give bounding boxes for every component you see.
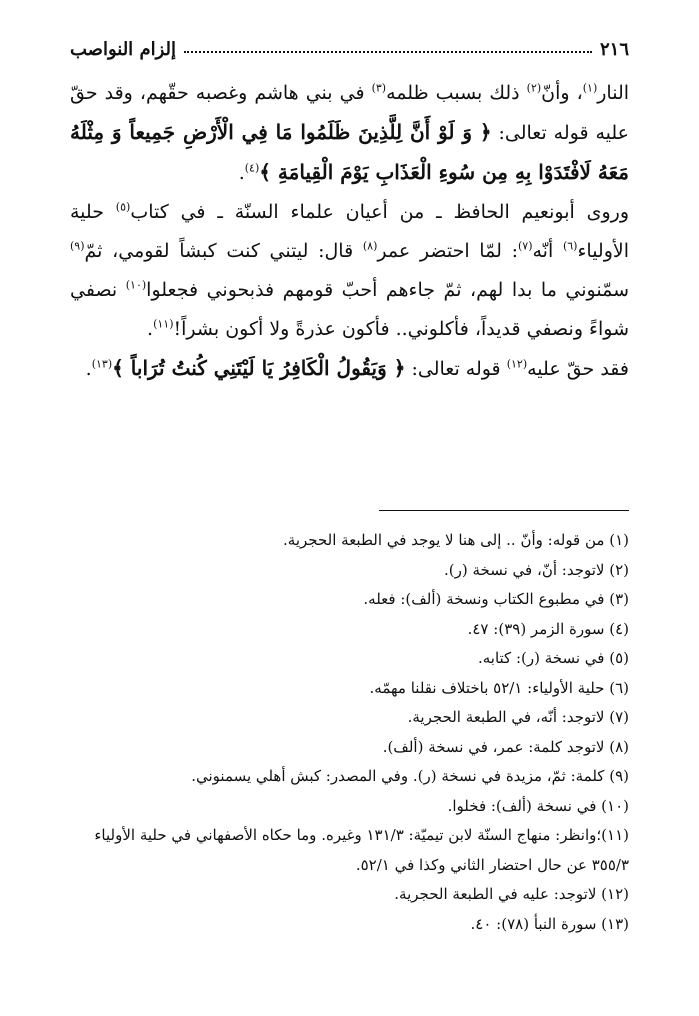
footnote-item: (١٢) لاتوجد: عليه في الطبعة الحجرية. [394, 885, 629, 903]
page-header [70, 28, 629, 60]
text-run: حلية الأولياء [70, 201, 630, 262]
footnote-item: (٣) في مطبوع الكتاب ونسخة (ألف): فعله. [363, 590, 629, 608]
footnote-ref: (٤) [244, 161, 260, 175]
footnote-ref: (١١) [153, 317, 174, 331]
running-title: إلزام النواصب [70, 39, 177, 60]
footnote-item: (٧) لاتوجد: أنّه، في الطبعة الحجرية. [407, 708, 629, 726]
text-run: : لمّا احتضر عمر [377, 240, 518, 262]
footnote-ref: (٥) [115, 200, 131, 214]
text-run: فقد حقّ عليه [527, 358, 629, 380]
quran-verse: ﴿ وَيَقُولُ الْكَافِرُ يَا لَيْتَنِي كُنتُ تُرَاباً ﴾ [112, 356, 406, 380]
footnote-ref: (٦) [562, 239, 578, 253]
footnote-item: (١٣) سورة النبأ (٧٨): ٤٠. [470, 914, 629, 933]
footnote-item: (٨) لاتوجد كلمة: عمر، في نسخة (ألف). [382, 737, 629, 756]
footnote-ref: (٩) [70, 239, 85, 253]
footnote-item: (١) من قوله: وأنّ .. إلى هنا لا يوجد في الطبعة الحجرية. [283, 531, 629, 549]
footnote-item: (١١)؛وانظر: منهاج السنّة لابن تيميّة: ١٣١/٣ وغيره. وما حكاه الأصفهاني في حلية الأولياء ٣٥٥/٣ عن حال احتضار الثاني وكذا في ٥٢/١. [94, 826, 629, 874]
text-run: النار [597, 82, 630, 104]
footnote-ref: (٨) [362, 239, 378, 253]
quran-verse: ﴿ وَ لَوْ أَنَّ لِلَّذِينَ ظَلَمُوا مَا فِي الْأَرْضِ جَمِيعاً وَ مِثْلَهُ مَعَهُ لَافْتَدَوْا بِهِ مِن سُوءِ الْعَذَابِ يَوْمَ الْقِيامَةِ ﴾ [70, 120, 629, 184]
footnote-ref: (٧) [517, 239, 533, 253]
text-run: أنّه [532, 240, 563, 262]
text-run: نصفي شواءً ونصفي قديداً، فأكلوني.. فأكون عذرةً ولا أكون بشراً! [70, 279, 629, 340]
footnote-item: (٥) في نسخة (ر): كتابه. [477, 649, 629, 667]
footnote-ref: (١) [582, 81, 598, 95]
page-number: ٢١٦ [599, 39, 629, 60]
text-run: ، وأنّ [541, 82, 583, 104]
paragraph-3 [70, 349, 629, 389]
text-run: . [238, 162, 245, 184]
text-run: قوله تعالى: [405, 358, 507, 380]
text-run: ذلك بسبب ظلمه [386, 82, 527, 104]
paragraph-2 [70, 193, 629, 349]
footnote-item: (١٠) في نسخة (ألف): فخلوا. [447, 796, 629, 815]
text-run: وروى أبونعيم الحافظ ـ من أعيان علماء السنّة ـ في كتاب [130, 201, 629, 223]
paragraph-1 [70, 74, 629, 193]
footnote-item: (٦) حلية الأولياء: ٥٢/١ باختلاف نقلنا مهمّه. [369, 678, 629, 697]
footnotes-list [70, 526, 629, 939]
main-text [70, 74, 629, 389]
text-run: سمّنوني ما بدا لهم، ثمّ جاءهم أحبّ قومهم فذبحوني فجعلوا [146, 279, 629, 301]
book-page [70, 28, 629, 996]
footnote-ref: (١٠) [125, 278, 147, 292]
footnote-ref: (١٢) [506, 357, 528, 371]
footnote-separator [379, 510, 629, 511]
text-run: . [147, 318, 154, 340]
text-run: . [85, 358, 92, 380]
text-run: في بني هاشم وغصبه حقّهم، وقد حقّ عليه قوله تعالى: [70, 82, 629, 144]
footnote-ref: (٣) [371, 81, 387, 95]
footnote-ref: (٢) [526, 81, 542, 95]
text-run: قال: ليتني كنت كبشاً لقومي، ثمّ [84, 240, 363, 262]
footnote-item: (٢) لاتوجد: أنّ، في نسخة (ر). [444, 560, 629, 579]
footnote-item: (٩) كلمة: ثمّ، مزيدة في نسخة (ر). وفي المصدر: كبش أهلي يسمنوني. [191, 767, 629, 785]
header-dotted-leader [184, 51, 592, 53]
footnote-ref: (١٣) [91, 357, 113, 371]
footnote-item: (٤) سورة الزمر (٣٩): ٤٧. [467, 619, 629, 638]
